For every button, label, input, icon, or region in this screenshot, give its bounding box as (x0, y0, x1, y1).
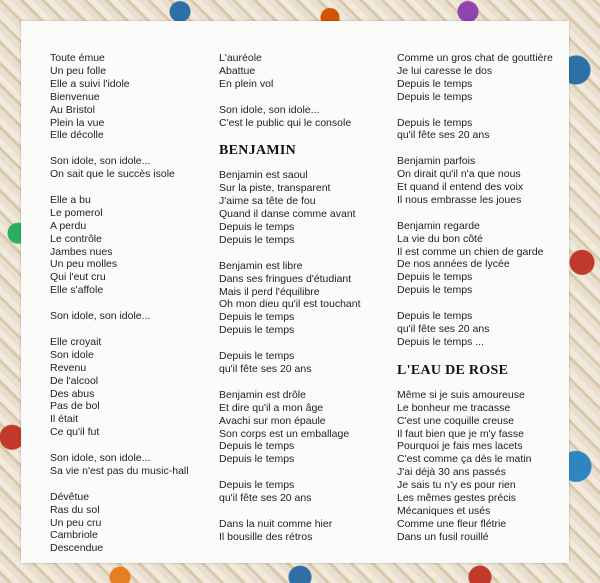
lyric-line: Elle s'affole (50, 284, 104, 297)
lyric-line: Quand il danse comme avant (219, 208, 356, 221)
stanza-gap (50, 297, 210, 310)
lyric-line: Depuis le temps (219, 479, 295, 492)
lyric-line: Pourquoi je fais mes lacets (397, 440, 523, 453)
lyric-line: Depuis le temps (397, 90, 473, 103)
lyric-line: Depuis le temps (397, 284, 473, 297)
lyric-line: De nos années de lycée (397, 258, 510, 271)
lyric-line: On sait que le succès isole (50, 168, 175, 181)
lyric-line: L'auréole (219, 52, 262, 64)
lyric-line: Et dire qu'il a mon âge (219, 401, 324, 414)
lyric-line: Benjamin est saoul (219, 169, 308, 182)
lyric-line: En plein vol (219, 77, 274, 90)
lyric-line: Il faut bien que je m'y fasse (397, 427, 524, 440)
lyric-line: Benjamin est libre (219, 259, 303, 272)
lyric-line: Elle croyait (50, 335, 102, 348)
lyric-line: Ras du sol (50, 503, 100, 516)
lyric-line: Depuis le temps (397, 77, 473, 90)
lyric-line: C'est une coquille creuse (397, 414, 514, 427)
lyric-line: Ce qu'il fut (50, 426, 100, 439)
lyric-line: Depuis le temps (397, 271, 473, 284)
lyric-line: C'est comme ça dès le matin (397, 453, 532, 466)
lyric-line: Oh mon dieu qu'il est touchant (219, 298, 361, 311)
lyric-line: Avachi sur mon épaule (219, 414, 326, 427)
stanza-gap (50, 323, 210, 336)
lyric-line: qu'il fête ses 20 ans (397, 129, 490, 142)
lyric-line: Les mêmes gestes précis (397, 492, 517, 505)
lyric-line: Mais il perd l'équilibre (219, 285, 320, 298)
lyric-line: Cambriole (50, 529, 98, 542)
lyric-line: De l'alcool (50, 374, 99, 387)
lyric-line: Je sais tu n'y es pour rien (397, 479, 516, 492)
lyric-line: Comme une fleur flétrie (397, 517, 507, 530)
lyric-line: Son idole, son idole... (50, 155, 151, 168)
lyric-line: qu'il fête ses 20 ans (397, 322, 490, 335)
lyric-line: Depuis le temps (397, 310, 473, 323)
lyric-line: Au Bristol (50, 103, 95, 116)
lyric-line: C'est le public qui le console (219, 116, 352, 129)
lyric-line: Depuis le temps (219, 350, 295, 363)
lyric-line: Mécaniques et usés (397, 504, 491, 517)
lyric-line: Abattue (219, 64, 256, 77)
stanza-gap (397, 297, 567, 310)
stanza-gap (50, 439, 210, 452)
lyric-line: On dirait qu'il n'a que nous (397, 168, 521, 181)
stanza-gap (50, 181, 210, 194)
lyric-line: Elle a bu (50, 193, 91, 206)
stanza-gap (50, 478, 210, 491)
lyric-line: Depuis le temps (219, 324, 295, 337)
lyric-line: Depuis le temps (219, 221, 295, 234)
stanza-gap (219, 376, 389, 389)
lyrics-page (21, 21, 569, 563)
lyric-line: Le contrôle (50, 232, 102, 245)
lyric-line: Depuis le temps (397, 116, 473, 129)
stanza-gap (50, 142, 210, 155)
lyric-line: Depuis le temps (219, 311, 295, 324)
stanza-gap (397, 104, 567, 117)
lyric-line: Je lui caresse le dos (397, 64, 493, 77)
lyric-line: Revenu (50, 361, 87, 374)
lyric-line: Des abus (50, 387, 95, 400)
lyric-line: Son idole, son idole... (50, 310, 151, 323)
stanza-gap (397, 142, 567, 155)
lyric-line: Comme un gros chat de gouttière (397, 52, 553, 64)
lyric-line: Un peu molles (50, 258, 118, 271)
lyrics-column-2 (219, 52, 389, 544)
lyric-line: Son idole, son idole... (50, 452, 151, 465)
lyric-line: Benjamin regarde (397, 219, 480, 232)
lyric-line: Son idole (50, 348, 94, 361)
lyric-line: Un peu folle (50, 64, 107, 77)
lyric-line: Il bousille des rétros (219, 530, 313, 543)
lyric-line: Depuis le temps ... (397, 335, 484, 348)
lyric-line: Sa vie n'est pas du music-hall (50, 464, 189, 477)
lyric-line: La vie du bon côté (397, 232, 483, 245)
lyric-line: Son corps est un emballage (219, 427, 350, 440)
lyric-line: Pas de bol (50, 400, 100, 413)
song-title: L'EAU DE ROSE (397, 362, 509, 378)
stanza-gap (219, 247, 389, 260)
lyric-line: qu'il fête ses 20 ans (219, 362, 312, 375)
stanza-gap (219, 466, 389, 479)
lyric-line: Benjamin est drôle (219, 388, 306, 401)
lyric-line: Plein la vue (50, 116, 105, 129)
lyric-line: Le bonheur me tracasse (397, 401, 511, 414)
lyric-line: A perdu (50, 219, 87, 232)
stanza-gap (219, 505, 389, 518)
song-title: BENJAMIN (219, 143, 297, 159)
lyric-line: J'aime sa tête de fou (219, 195, 316, 208)
lyric-line: Il nous embrasse les joues (397, 193, 522, 206)
lyric-line: Dans un fusil rouillé (397, 530, 489, 543)
lyric-line: Benjamin parfois (397, 155, 476, 168)
lyric-line: qu'il fête ses 20 ans (219, 492, 312, 505)
lyric-line: Elle décolle (50, 129, 104, 142)
lyric-line: Il était (50, 413, 79, 426)
lyric-line: Dévêtue (50, 490, 90, 503)
lyric-line: Toute émue (50, 52, 105, 64)
lyric-line: Dans ses fringues d'étudiant (219, 272, 352, 285)
lyric-line: Il est comme un chien de garde (397, 245, 544, 258)
lyric-line: Depuis le temps (219, 453, 295, 466)
lyric-line: Bienvenue (50, 90, 100, 103)
lyric-line: Dans la nuit comme hier (219, 517, 333, 530)
lyric-line: Son idole, son idole... (219, 103, 320, 116)
stanza-gap (219, 91, 389, 104)
lyric-line: Depuis le temps (219, 233, 295, 246)
lyric-line: Un peu cru (50, 516, 102, 529)
lyric-line: Elle a suivi l'idole (50, 77, 130, 90)
stanza-gap (219, 337, 389, 350)
lyrics-column-1 (50, 52, 210, 555)
lyric-line: Depuis le temps (219, 440, 295, 453)
lyric-line: J'ai déjà 30 ans passés (397, 466, 506, 479)
lyric-line: Sur la piste, transparent (219, 182, 331, 195)
lyric-line: Descendue (50, 542, 104, 555)
lyric-line: Même si je suis amoureuse (397, 388, 525, 401)
lyric-line: Jambes nues (50, 245, 113, 258)
lyrics-column-3 (397, 52, 567, 544)
lyric-line: Le pomerol (50, 206, 103, 219)
lyric-line: Et quand il entend des voix (397, 181, 524, 194)
lyric-line: Qui l'eut cru (50, 271, 106, 284)
stanza-gap (397, 207, 567, 220)
